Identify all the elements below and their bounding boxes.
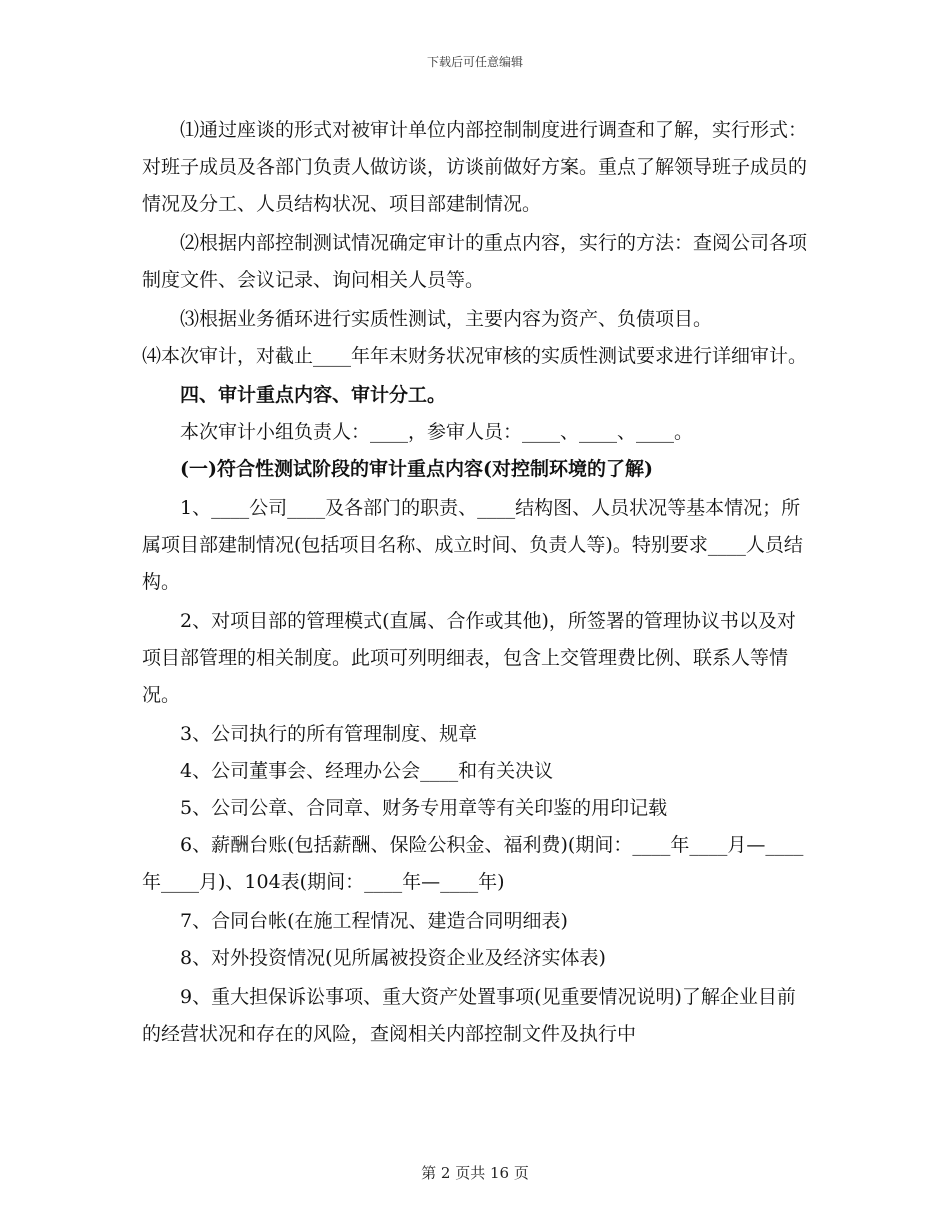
list-item-3: 3、公司执行的所有管理制度、规章	[180, 723, 478, 745]
list-item-2: 2、对项目部的管理模式(直属、合作或其他)，所签署的管理协议书以及对项目部管理的相关制度。此项可列明细表，包含上交管理费比例、联系人等情况。	[142, 610, 796, 706]
paragraph-4: ⑷本次审计，对截止____年年末财务状况审核的实质性测试要求进行详细审计。	[142, 345, 808, 367]
section-heading-4: 四、审计重点内容、审计分工。	[180, 384, 447, 406]
list-item-4: 4、公司董事会、经理办公会____和有关决议	[180, 760, 554, 782]
paragraph-2: ⑵根据内部控制测试情况确定审计的重点内容，实行的方法：查阅公司各项制度文件、会议记录、询问相关人员等。	[142, 232, 808, 291]
page-header: 下载后可任意编辑	[426, 55, 523, 69]
list-item-7: 7、合同台帐(在施工程情况、建造合同明细表)	[180, 910, 568, 932]
list-item-1: 1、____公司____及各部门的职责、____结构图、人员状况等基本情况；所属项目部建制情况(包括项目名称、成立时间、负责人等)。特别要求____人员结构。	[142, 497, 803, 593]
page-number-footer: 第 2 页共 16 页	[421, 1164, 529, 1182]
list-item-6: 6、薪酬台账(包括薪酬、保险公积金、福利费)(期间：____年____月—____年____月)、104表(期间：____年—____年)	[142, 834, 804, 893]
paragraph-auditors: 本次审计小组负责人：____，参审人员：____、____、____。	[180, 421, 694, 443]
list-item-5: 5、公司公章、合同章、财务专用章等有关印鉴的用印记载	[180, 797, 668, 819]
paragraph-3: ⑶根据业务循环进行实质性测试，主要内容为资产、负债项目。	[180, 308, 713, 330]
paragraph-1: ⑴通过座谈的形式对被审计单位内部控制制度进行调查和了解，实行形式：对班子成员及各部门负责人做访谈，访谈前做好方案。重点了解领导班子成员的情况及分工、人员结构状况、项目部建制情况。	[142, 119, 808, 215]
list-item-9: 9、重大担保诉讼事项、重大资产处置事项(见重要情况说明)了解企业目前的经营状况和存在的风险，查阅相关内部控制文件及执行中	[142, 986, 796, 1045]
subsection-heading-1: (一)符合性测试阶段的审计重点内容(对控制环境的了解)	[180, 458, 653, 480]
document-body	[142, 112, 812, 1053]
list-item-8: 8、对外投资情况(见所属被投资企业及经济实体表)	[180, 947, 606, 969]
